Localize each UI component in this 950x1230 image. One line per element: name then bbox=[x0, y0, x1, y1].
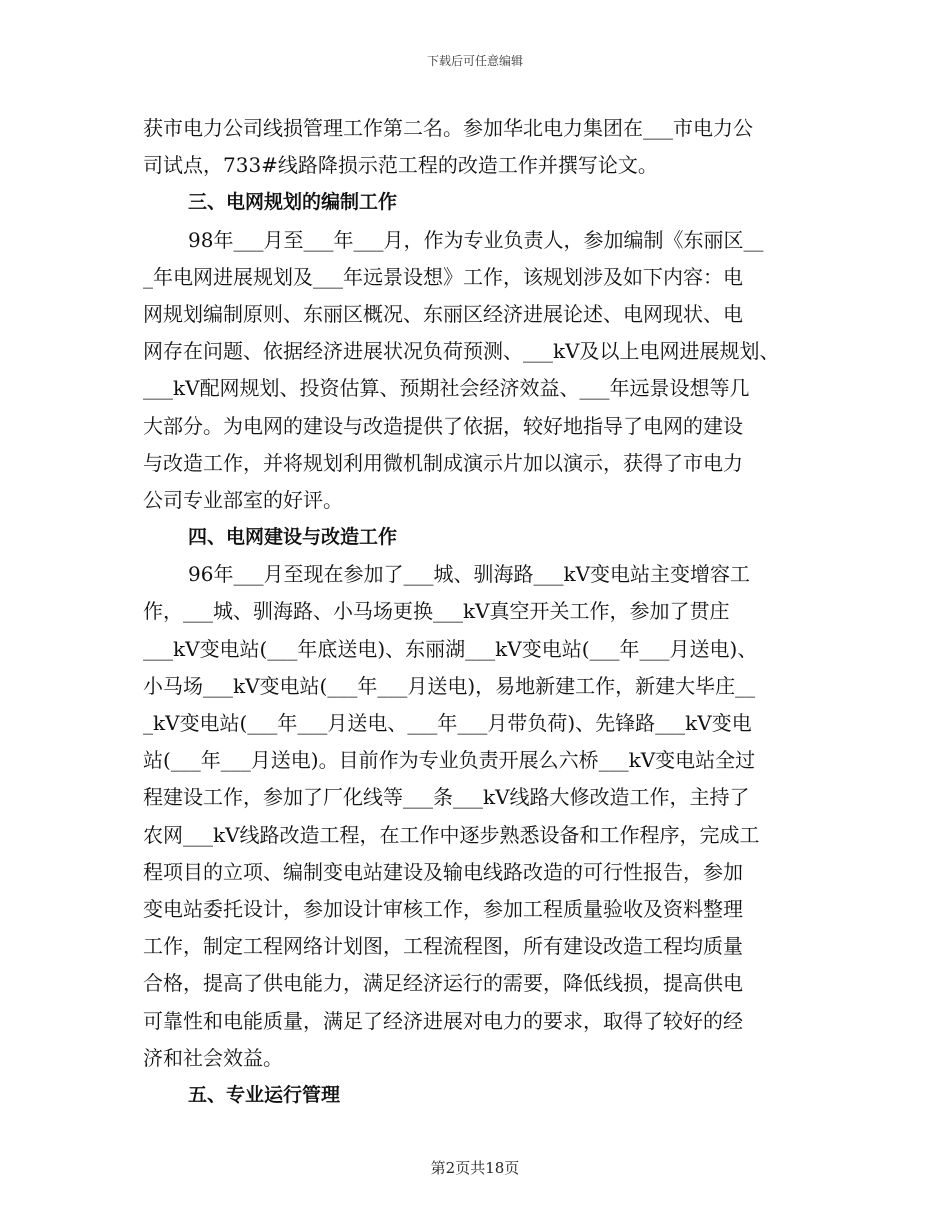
document-body bbox=[143, 110, 823, 1114]
body-line: 程项目的立项、编制变电站建设及输电线路改造的可行性报告，参加 bbox=[143, 859, 743, 884]
body-line: 工作，制定工程网络计划图，工程流程图，所有建设改造工程均质量 bbox=[143, 934, 743, 959]
body-line: 公司专业部室的好评。 bbox=[143, 487, 343, 512]
body-line: 变电站委托设计，参加设计审核工作，参加工程质量验收及资料整理 bbox=[143, 896, 743, 921]
body-line: 小马场___kV变电站(___年___月送电)，易地新建工作，新建大毕庄__ bbox=[143, 673, 756, 698]
body-line: 站(___年___月送电)。目前作为专业负责开展么六桥___kV变电站全过 bbox=[143, 748, 756, 773]
body-line: 作，___城、驯海路、小马场更换___kV真空开关工作，参加了贯庄 bbox=[143, 599, 730, 624]
paragraph-start: 96年___月至现在参加了___城、驯海路___kV变电站主变增容工 bbox=[188, 562, 751, 587]
body-line: 程建设工作，参加了厂化线等___条___kV线路大修改造工作，主持了 bbox=[143, 785, 750, 810]
section-heading-5: 五、专业运行管理 bbox=[188, 1083, 341, 1106]
body-line: 与改造工作，并将规划利用微机制成演示片加以演示，获得了市电力 bbox=[143, 450, 743, 475]
body-line: _kV变电站(___年___月送电、___年___月带负荷)、先锋路___kV变电 bbox=[143, 711, 752, 735]
body-line: _年电网进展规划及___年远景设想》工作，该规划涉及如下内容：电 bbox=[143, 264, 743, 289]
page-header: 下载后可任意编辑 bbox=[426, 54, 523, 68]
body-line: 农网___kV线路改造工程，在工作中逐步熟悉设备和工作程序，完成工 bbox=[143, 822, 760, 847]
body-line: 网存在问题、依据经济进展状况负荷预测、___kV及以上电网进展规划、 bbox=[143, 339, 780, 364]
page-footer: 第2页共18页 bbox=[430, 1159, 520, 1177]
section-heading-3: 三、电网规划的编制工作 bbox=[188, 191, 398, 214]
body-line: 获市电力公司线损管理工作第二名。参加华北电力集团在___市电力公 bbox=[143, 116, 753, 140]
body-line: 司试点，733#线路降损示范工程的改造工作并撰写论文。 bbox=[143, 153, 658, 178]
body-line: 大部分。为电网的建设与改造提供了依据，较好地指导了电网的建设 bbox=[143, 413, 743, 438]
body-line: 网规划编制原则、东丽区概况、东丽区经济进展论述、电网现状、电 bbox=[143, 301, 743, 326]
body-line: 可靠性和电能质量，满足了经济进展对电力的要求，取得了较好的经 bbox=[143, 1008, 743, 1033]
body-line: 济和社会效益。 bbox=[143, 1045, 283, 1070]
section-heading-4: 四、电网建设与改造工作 bbox=[188, 526, 398, 549]
body-line: ___kV配网规划、投资估算、预期社会经济效益、___年远景设想等几 bbox=[143, 376, 750, 401]
body-line: 合格，提高了供电能力，满足经济运行的需要，降低线损，提高供电 bbox=[143, 971, 743, 996]
paragraph-start: 98年___月至___年___月，作为专业负责人，参加编制《东丽区__ bbox=[188, 227, 764, 252]
body-line: ___kV变电站(___年底送电)、东丽湖___kV变电站(___年___月送电)、 bbox=[143, 636, 758, 661]
